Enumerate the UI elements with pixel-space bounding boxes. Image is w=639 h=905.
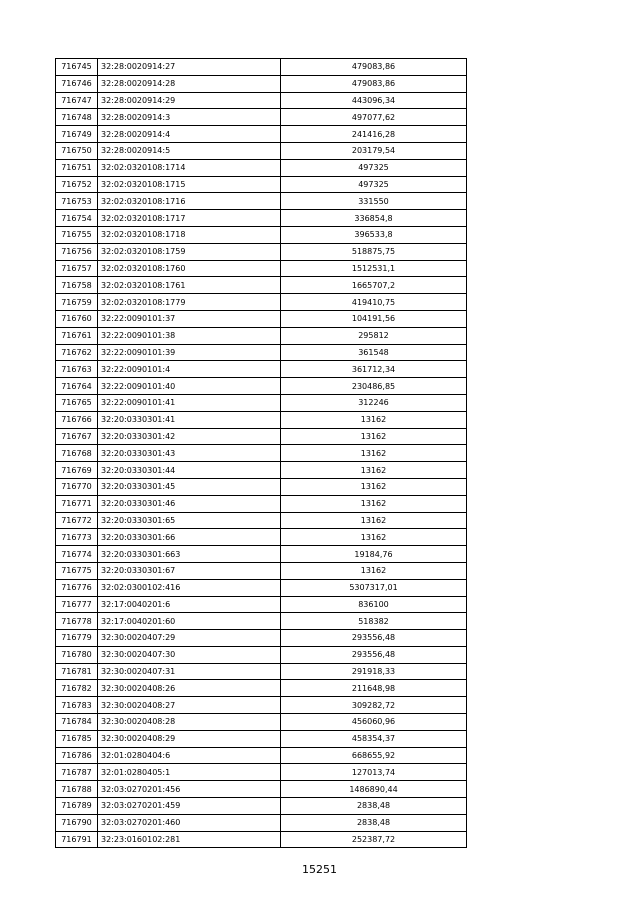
table-row (56, 445, 467, 462)
value-cell: 291918,33 (281, 663, 467, 680)
value-cell: 211648,98 (281, 680, 467, 697)
cadastral-number-cell: 32:20:0330301:41 (98, 411, 281, 428)
cadastral-number-cell: 32:30:0020408:27 (98, 697, 281, 714)
value-cell: 104191,56 (281, 310, 467, 327)
cadastral-number-cell: 32:20:0330301:46 (98, 495, 281, 512)
page-number: 15251 (302, 863, 337, 876)
table-row (56, 428, 467, 445)
cadastral-number-cell: 32:17:0040201:6 (98, 596, 281, 613)
row-id-cell: 716772 (56, 512, 98, 529)
table-row (56, 529, 467, 546)
cadastral-number-cell: 32:23:0160102:281 (98, 831, 281, 848)
cadastral-number-cell: 32:01:0280405:1 (98, 764, 281, 781)
row-id-cell: 716749 (56, 126, 98, 143)
table-row (56, 596, 467, 613)
cadastral-number-cell: 32:28:0020914:3 (98, 109, 281, 126)
value-cell: 13162 (281, 512, 467, 529)
row-id-cell: 716789 (56, 798, 98, 815)
value-cell: 479083,86 (281, 59, 467, 76)
row-id-cell: 716750 (56, 142, 98, 159)
table-row (56, 781, 467, 798)
value-cell: 497325 (281, 176, 467, 193)
value-cell: 13162 (281, 478, 467, 495)
row-id-cell: 716777 (56, 596, 98, 613)
table-row (56, 394, 467, 411)
cadastral-number-cell: 32:03:0270201:459 (98, 798, 281, 815)
row-id-cell: 716766 (56, 411, 98, 428)
row-id-cell: 716748 (56, 109, 98, 126)
table-row (56, 260, 467, 277)
row-id-cell: 716784 (56, 714, 98, 731)
table-row (56, 680, 467, 697)
cadastral-number-cell: 32:30:0020408:29 (98, 730, 281, 747)
row-id-cell: 716755 (56, 226, 98, 243)
cadastral-number-cell: 32:30:0020407:29 (98, 630, 281, 647)
cadastral-number-cell: 32:02:0320108:1779 (98, 294, 281, 311)
cadastral-number-cell: 32:28:0020914:4 (98, 126, 281, 143)
cadastral-number-cell: 32:28:0020914:27 (98, 59, 281, 76)
table-row (56, 59, 467, 76)
row-id-cell: 716778 (56, 613, 98, 630)
row-id-cell: 716770 (56, 478, 98, 495)
table-row (56, 747, 467, 764)
row-id-cell: 716776 (56, 579, 98, 596)
value-cell: 443096,34 (281, 92, 467, 109)
value-cell: 5307317,01 (281, 579, 467, 596)
table-row (56, 159, 467, 176)
cadastral-number-cell: 32:03:0270201:456 (98, 781, 281, 798)
cadastral-number-cell: 32:30:0020408:28 (98, 714, 281, 731)
value-cell: 836100 (281, 596, 467, 613)
cadastral-number-cell: 32:20:0330301:44 (98, 462, 281, 479)
row-id-cell: 716775 (56, 562, 98, 579)
value-cell: 13162 (281, 495, 467, 512)
value-cell: 336854,8 (281, 210, 467, 227)
row-id-cell: 716774 (56, 546, 98, 563)
table-row (56, 697, 467, 714)
cadastral-number-cell: 32:02:0320108:1717 (98, 210, 281, 227)
value-cell: 252387,72 (281, 831, 467, 848)
cadastral-number-cell: 32:28:0020914:29 (98, 92, 281, 109)
table-row (56, 310, 467, 327)
cadastral-number-cell: 32:22:0090101:38 (98, 327, 281, 344)
value-cell: 309282,72 (281, 697, 467, 714)
table-row (56, 546, 467, 563)
row-id-cell: 716746 (56, 75, 98, 92)
cadastral-number-cell: 32:22:0090101:4 (98, 361, 281, 378)
table-row (56, 764, 467, 781)
value-cell: 13162 (281, 562, 467, 579)
table-row (56, 613, 467, 630)
row-id-cell: 716757 (56, 260, 98, 277)
row-id-cell: 716773 (56, 529, 98, 546)
cadastral-number-cell: 32:20:0330301:66 (98, 529, 281, 546)
row-id-cell: 716779 (56, 630, 98, 647)
table-row (56, 243, 467, 260)
cadastral-number-cell: 32:02:0320108:1714 (98, 159, 281, 176)
value-cell: 1665707,2 (281, 277, 467, 294)
table-row (56, 142, 467, 159)
table-row (56, 378, 467, 395)
row-id-cell: 716760 (56, 310, 98, 327)
table-row (56, 630, 467, 647)
row-id-cell: 716751 (56, 159, 98, 176)
table-row (56, 730, 467, 747)
value-cell: 2838,48 (281, 798, 467, 815)
value-cell: 312246 (281, 394, 467, 411)
cadastral-number-cell: 32:20:0330301:65 (98, 512, 281, 529)
row-id-cell: 716762 (56, 344, 98, 361)
table-row (56, 75, 467, 92)
value-cell: 13162 (281, 462, 467, 479)
value-cell: 497325 (281, 159, 467, 176)
value-cell: 13162 (281, 428, 467, 445)
table-row (56, 663, 467, 680)
cadastral-number-cell: 32:02:0320108:1715 (98, 176, 281, 193)
value-cell: 361548 (281, 344, 467, 361)
row-id-cell: 716790 (56, 814, 98, 831)
table-row (56, 814, 467, 831)
cadastral-number-cell: 32:28:0020914:28 (98, 75, 281, 92)
table-row (56, 226, 467, 243)
row-id-cell: 716768 (56, 445, 98, 462)
row-id-cell: 716765 (56, 394, 98, 411)
row-id-cell: 716788 (56, 781, 98, 798)
row-id-cell: 716759 (56, 294, 98, 311)
table-row (56, 344, 467, 361)
cadastral-number-cell: 32:20:0330301:42 (98, 428, 281, 445)
value-cell: 230486,85 (281, 378, 467, 395)
cadastral-number-cell: 32:20:0330301:43 (98, 445, 281, 462)
row-id-cell: 716758 (56, 277, 98, 294)
table-row (56, 277, 467, 294)
value-cell: 479083,86 (281, 75, 467, 92)
value-cell: 203179,54 (281, 142, 467, 159)
value-cell: 19184,76 (281, 546, 467, 563)
row-id-cell: 716753 (56, 193, 98, 210)
cadastral-number-cell: 32:22:0090101:41 (98, 394, 281, 411)
table-row (56, 462, 467, 479)
table-row (56, 798, 467, 815)
table-row (56, 562, 467, 579)
value-cell: 295812 (281, 327, 467, 344)
value-cell: 419410,75 (281, 294, 467, 311)
table-row (56, 361, 467, 378)
cadastral-number-cell: 32:02:0300102:416 (98, 579, 281, 596)
cadastral-number-cell: 32:20:0330301:67 (98, 562, 281, 579)
cadastral-number-cell: 32:02:0320108:1760 (98, 260, 281, 277)
value-cell: 396533,8 (281, 226, 467, 243)
table-row (56, 294, 467, 311)
cadastral-number-cell: 32:22:0090101:40 (98, 378, 281, 395)
row-id-cell: 716782 (56, 680, 98, 697)
cadastral-number-cell: 32:20:0330301:663 (98, 546, 281, 563)
table-body (56, 59, 467, 848)
value-cell: 458354,37 (281, 730, 467, 747)
cadastral-number-cell: 32:20:0330301:45 (98, 478, 281, 495)
table-row (56, 327, 467, 344)
table-row (56, 478, 467, 495)
cadastral-number-cell: 32:02:0320108:1718 (98, 226, 281, 243)
table-row (56, 646, 467, 663)
cadastral-number-cell: 32:02:0320108:1761 (98, 277, 281, 294)
value-cell: 1486890,44 (281, 781, 467, 798)
table-row (56, 210, 467, 227)
value-cell: 293556,48 (281, 630, 467, 647)
value-cell: 293556,48 (281, 646, 467, 663)
row-id-cell: 716787 (56, 764, 98, 781)
row-id-cell: 716763 (56, 361, 98, 378)
table-row (56, 831, 467, 848)
row-id-cell: 716747 (56, 92, 98, 109)
row-id-cell: 716771 (56, 495, 98, 512)
row-id-cell: 716761 (56, 327, 98, 344)
table-row (56, 176, 467, 193)
cadastral-number-cell: 32:30:0020407:31 (98, 663, 281, 680)
row-id-cell: 716752 (56, 176, 98, 193)
value-cell: 2838,48 (281, 814, 467, 831)
row-id-cell: 716767 (56, 428, 98, 445)
cadastral-number-cell: 32:17:0040201:60 (98, 613, 281, 630)
row-id-cell: 716783 (56, 697, 98, 714)
row-id-cell: 716786 (56, 747, 98, 764)
row-id-cell: 716756 (56, 243, 98, 260)
row-id-cell: 716780 (56, 646, 98, 663)
row-id-cell: 716745 (56, 59, 98, 76)
cadastral-number-cell: 32:01:0280404:6 (98, 747, 281, 764)
cadastral-number-cell: 32:28:0020914:5 (98, 142, 281, 159)
cadastral-number-cell: 32:22:0090101:37 (98, 310, 281, 327)
cadastral-table (55, 58, 467, 848)
table-row (56, 92, 467, 109)
table-row (56, 411, 467, 428)
row-id-cell: 716781 (56, 663, 98, 680)
row-id-cell: 716785 (56, 730, 98, 747)
table-row (56, 512, 467, 529)
value-cell: 361712,34 (281, 361, 467, 378)
table-row (56, 109, 467, 126)
value-cell: 13162 (281, 445, 467, 462)
table-row (56, 495, 467, 512)
value-cell: 127013,74 (281, 764, 467, 781)
row-id-cell: 716791 (56, 831, 98, 848)
value-cell: 668655,92 (281, 747, 467, 764)
table-row (56, 193, 467, 210)
value-cell: 13162 (281, 529, 467, 546)
table-row (56, 126, 467, 143)
table-row (56, 714, 467, 731)
table-row (56, 579, 467, 596)
cadastral-number-cell: 32:22:0090101:39 (98, 344, 281, 361)
cadastral-number-cell: 32:02:0320108:1716 (98, 193, 281, 210)
value-cell: 518875,75 (281, 243, 467, 260)
row-id-cell: 716754 (56, 210, 98, 227)
cadastral-number-cell: 32:02:0320108:1759 (98, 243, 281, 260)
cadastral-number-cell: 32:30:0020408:26 (98, 680, 281, 697)
row-id-cell: 716764 (56, 378, 98, 395)
cadastral-number-cell: 32:30:0020407:30 (98, 646, 281, 663)
value-cell: 13162 (281, 411, 467, 428)
value-cell: 1512531,1 (281, 260, 467, 277)
value-cell: 331550 (281, 193, 467, 210)
value-cell: 241416,28 (281, 126, 467, 143)
value-cell: 518382 (281, 613, 467, 630)
value-cell: 497077,62 (281, 109, 467, 126)
cadastral-number-cell: 32:03:0270201:460 (98, 814, 281, 831)
row-id-cell: 716769 (56, 462, 98, 479)
value-cell: 456060,96 (281, 714, 467, 731)
